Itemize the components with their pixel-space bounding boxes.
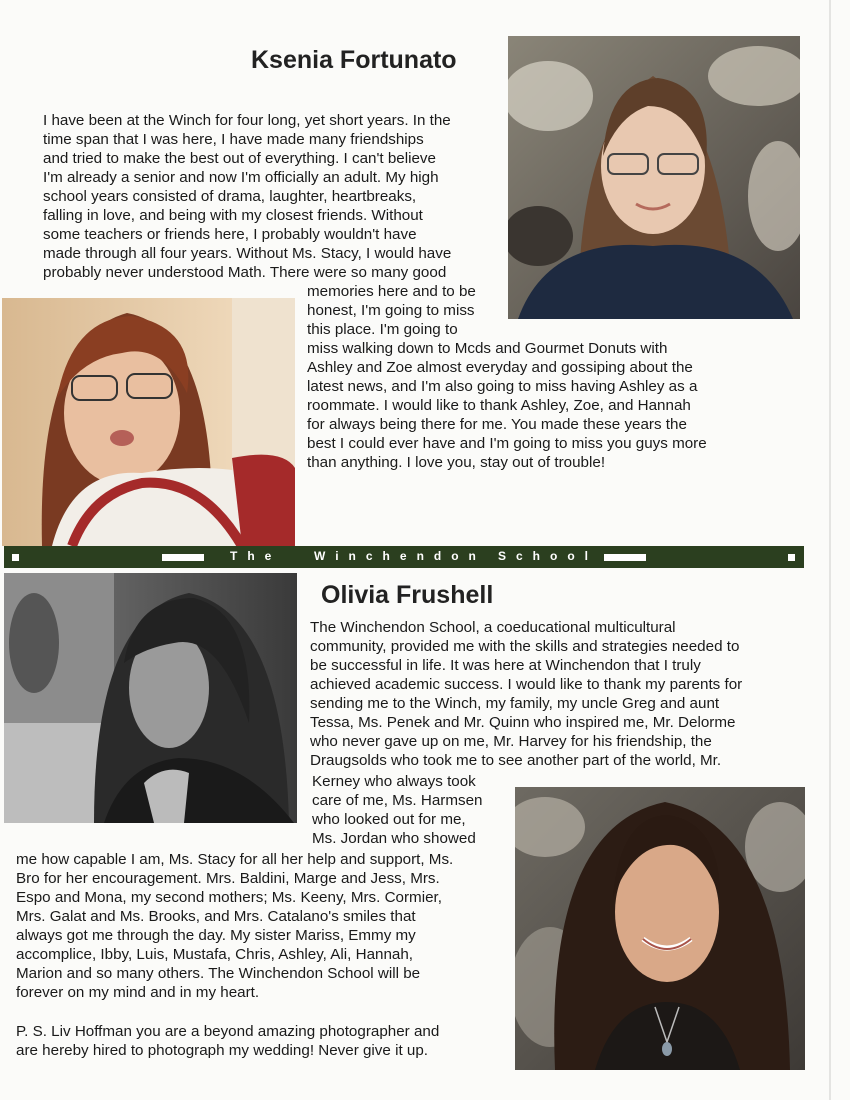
text-line: care of me, Ms. Harmsen bbox=[312, 792, 483, 809]
banner-word-school: School bbox=[498, 549, 599, 563]
text-line: miss walking down to Mcds and Gourmet Donuts with bbox=[307, 340, 668, 357]
text-line: who looked out for me, bbox=[312, 811, 466, 828]
ps-line: P. S. Liv Hoffman you are a beyond amazing photographer and bbox=[16, 1023, 440, 1040]
text-line: Marion and so many others. The Winchendon School will be bbox=[16, 965, 421, 982]
text-line: Tessa, Ms. Penek and Mr. Quinn who inspired me, Mr. Delorme bbox=[310, 714, 736, 731]
text-line: Kerney who always took bbox=[312, 773, 476, 790]
text-line: school years consisted of drama, laughter, heartbreaks, bbox=[43, 188, 417, 205]
text-line: me how capable I am, Ms. Stacy for all her help and support, Ms. bbox=[16, 851, 454, 868]
text-line: Espo and Mona, my second mothers; Ms. Keeny, Mrs. Cormier, bbox=[16, 889, 442, 906]
ps-line: are hereby hired to photograph my wedding! Never give it up. bbox=[16, 1042, 428, 1059]
text-line: achieved academic success. I would like to thank my parents for bbox=[310, 676, 743, 693]
text-line: community, provided me with the skills and strategies needed to bbox=[310, 638, 740, 655]
text-line: who never gave up on me, Mr. Harvey for his friendship, the bbox=[310, 733, 712, 750]
text-line: made through all four years. Without Ms. Stacy, I would have bbox=[43, 245, 452, 262]
text-line: than anything. I love you, stay out of trouble! bbox=[307, 454, 606, 471]
text-line: be successful in life. It was here at Winchendon that I truly bbox=[310, 657, 701, 674]
school-banner bbox=[4, 546, 804, 568]
text-line: falling in love, and being with my closest friends. Without bbox=[43, 207, 423, 224]
text-line: Mrs. Galat and Ms. Brooks, and Mrs. Catalano's smiles that bbox=[16, 908, 416, 925]
text-line: The Winchendon School, a coeducational multicultural bbox=[310, 619, 676, 636]
text-line: memories here and to be bbox=[307, 283, 476, 300]
student-name-1: Ksenia Fortunato bbox=[251, 46, 457, 74]
banner-bar-left bbox=[162, 554, 204, 561]
text-line: for always being there for me. You made these years the bbox=[307, 416, 687, 433]
selfie-photo-ksenia bbox=[2, 298, 295, 546]
text-line: roommate. I would like to thank Ashley, Zoe, and Hannah bbox=[307, 397, 691, 414]
banner-bar-right bbox=[604, 554, 646, 561]
banner-word-the: The bbox=[230, 549, 282, 563]
banner-square-left bbox=[12, 554, 19, 561]
text-line: Ms. Jordan who showed bbox=[312, 830, 476, 847]
text-line: latest news, and I'm also going to miss having Ashley as a bbox=[307, 378, 698, 395]
text-line: Draugsolds who took me to see another part of the world, Mr. bbox=[310, 752, 722, 769]
text-line: accomplice, Ibby, Luis, Mustafa, Chris, Ashley, Ali, Hannah, bbox=[16, 946, 414, 963]
portrait-photo-olivia bbox=[515, 787, 805, 1070]
text-line: some teachers or friends here, I probably wouldn't have bbox=[43, 226, 417, 243]
portrait-photo-ksenia bbox=[508, 36, 800, 319]
text-line: I have been at the Winch for four long, yet short years. In the bbox=[43, 112, 451, 129]
text-line: Ashley and Zoe almost everyday and gossiping about the bbox=[307, 359, 693, 376]
text-line: Bro for her encouragement. Mrs. Baldini, Marge and Jess, Mrs. bbox=[16, 870, 440, 887]
text-line: sending me to the Winch, my family, my uncle Greg and aunt bbox=[310, 695, 720, 712]
text-line: forever on my mind and in my heart. bbox=[16, 984, 260, 1001]
text-line: I'm already a senior and now I'm officially an adult. My high bbox=[43, 169, 439, 186]
banner-square-right bbox=[788, 554, 795, 561]
bw-photo-olivia bbox=[4, 573, 297, 823]
banner-word-winchendon: Winchendon bbox=[314, 549, 486, 563]
page-edge bbox=[829, 0, 831, 1100]
text-line: honest, I'm going to miss bbox=[307, 302, 475, 319]
text-line: always got me through the day. My sister Mariss, Emmy my bbox=[16, 927, 416, 944]
text-line: best I could ever have and I'm going to miss you guys more bbox=[307, 435, 707, 452]
text-line: probably never understood Math. There were so many good bbox=[43, 264, 447, 281]
student-name-2: Olivia Frushell bbox=[321, 581, 494, 609]
text-line: this place. I'm going to bbox=[307, 321, 458, 338]
text-line: and tried to make the best out of everything. I can't believe bbox=[43, 150, 436, 167]
text-line: time span that I was here, I have made many friendships bbox=[43, 131, 424, 148]
